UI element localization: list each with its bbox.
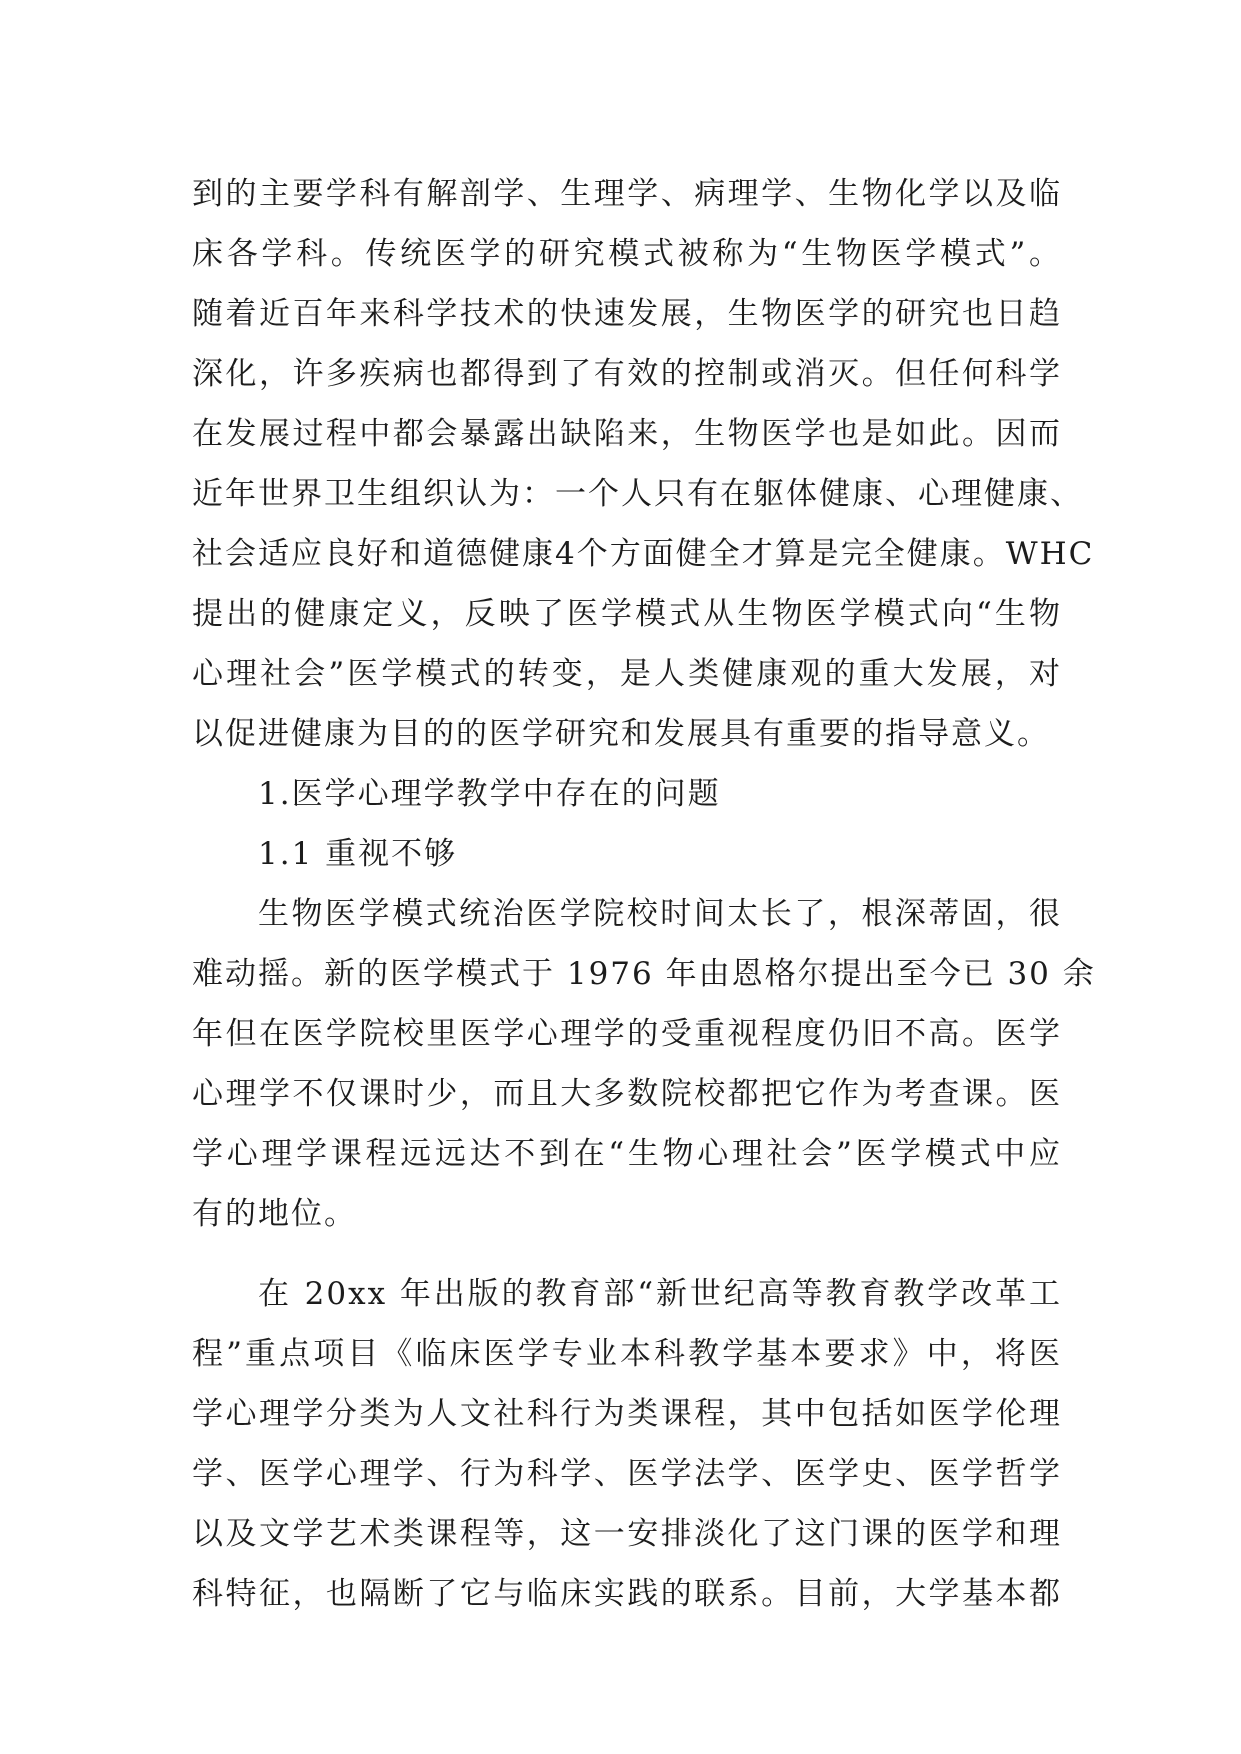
body-text xyxy=(192,164,1096,1624)
text-line: 床各学科。传统医学的研究模式被称为“生物医学模式”。 xyxy=(192,236,1062,272)
text-line: 心理社会”医学模式的转变，是人类健康观的重大发展，对 xyxy=(192,656,1062,692)
text-line: 提出的健康定义，反映了医学模式从生物医学模式向“生物 xyxy=(192,596,1062,632)
subsection-heading: 1.1 重视不够 xyxy=(258,836,458,872)
text-line: 以及文学艺术类课程等，这一安排淡化了这门课的医学和理 xyxy=(192,1516,1062,1552)
text-line: 近年世界卫生组织认为：一个人只有在躯体健康、心理健康、 xyxy=(192,476,1083,512)
text-line: 程”重点项目《临床医学专业本科教学基本要求》中，将医 xyxy=(192,1336,1062,1372)
paragraph-gap xyxy=(192,1244,1062,1264)
text-line: 深化，许多疾病也都得到了有效的控制或消灭。但任何科学 xyxy=(192,356,1062,392)
text-line: 学心理学课程远远达不到在“生物心理社会”医学模式中应 xyxy=(192,1136,1062,1172)
text-line: 学、医学心理学、行为科学、医学法学、医学史、医学哲学 xyxy=(192,1456,1062,1492)
text-line: 社会适应良好和道德健康4个方面健全才算是完全健康。WHC xyxy=(192,536,1095,572)
text-line: 心理学不仅课时少，而且大多数院校都把它作为考查课。医 xyxy=(192,1076,1062,1112)
section-heading: 1.医学心理学教学中存在的问题 xyxy=(258,776,721,812)
text-line: 科特征，也隔断了它与临床实践的联系。目前，大学基本都 xyxy=(192,1576,1062,1612)
text-line: 随着近百年来科学技术的快速发展，生物医学的研究也日趋 xyxy=(192,296,1062,332)
text-line: 学心理学分类为人文社科行为类课程，其中包括如医学伦理 xyxy=(192,1396,1062,1432)
text-line: 年但在医学院校里医学心理学的受重视程度仍旧不高。医学 xyxy=(192,1016,1062,1052)
text-line: 难动摇。新的医学模式于 1976 年由恩格尔提出至今已 30 余 xyxy=(192,956,1096,992)
text-line: 生物医学模式统治医学院校时间太长了，根深蒂固，很 xyxy=(258,896,1062,932)
text-line: 在发展过程中都会暴露出缺陷来，生物医学也是如此。因而 xyxy=(192,416,1062,452)
text-line: 以促进健康为目的的医学研究和发展具有重要的指导意义。 xyxy=(192,716,1050,752)
text-line: 有的地位。 xyxy=(192,1196,357,1232)
text-line: 在 20xx 年出版的教育部“新世纪高等教育教学改革工 xyxy=(258,1276,1062,1312)
text-line: 到的主要学科有解剖学、生理学、病理学、生物化学以及临 xyxy=(192,176,1062,212)
